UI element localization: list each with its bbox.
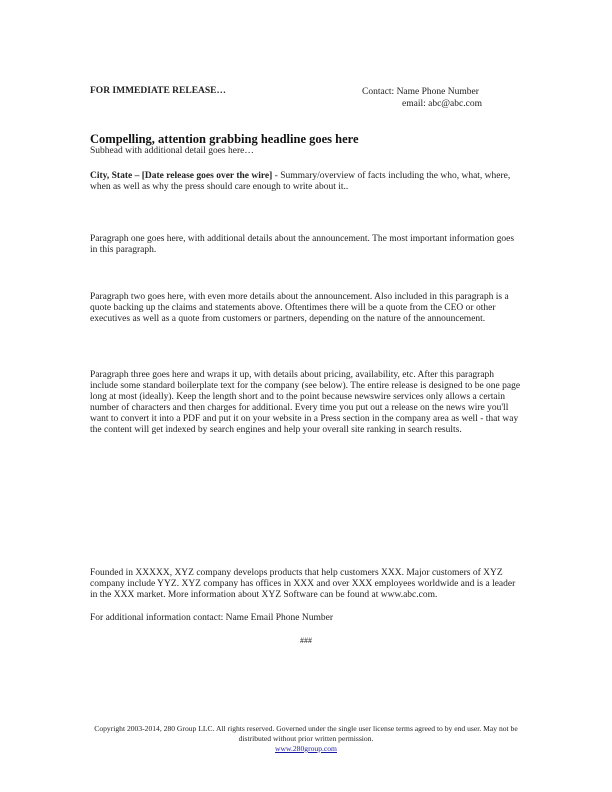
footer (86, 724, 526, 754)
dateline-paragraph (90, 171, 522, 193)
dateline-location: City, State – [Date release goes over the wire] (90, 171, 273, 181)
contact-block (362, 86, 522, 110)
end-mark: ### (300, 636, 312, 645)
contact-name-phone: Contact: Name Phone Number (362, 87, 479, 97)
footer-link[interactable]: www.280group.com (275, 744, 337, 753)
boilerplate-paragraph: Founded in XXXXX, XYZ company develops products that help customers XXX. Major customers of XYZ company include YYZ. XYZ company has offices in XXX and over XXX employees worldwide and is a leader in the XXX market. More information about XYZ Software can be found at www.abc.com. (90, 568, 516, 600)
contact-email: email: abc@abc.com (402, 99, 482, 109)
dateline-summary: - Summary/overview of facts including the who, what, where, when as well as why the press should care enough to write about it.. (90, 171, 511, 192)
additional-contact: For additional information contact: Name Email Phone Number (90, 613, 333, 623)
release-label: FOR IMMEDIATE RELEASE… (90, 86, 227, 96)
paragraph-two: Paragraph two goes here, with even more details about the announcement. Also included in this paragraph is a quote backing up the claims and statements above. Oftentimes there will be a quote from the CEO or other executives as well as a quote from customers or partners, depending on the nature of the announcement. (90, 292, 509, 324)
subhead: Subhead with additional detail goes here… (90, 146, 254, 156)
headline: Compelling, attention grabbing headline goes here (90, 132, 359, 146)
footer-copyright: Copyright 2003-2014, 280 Group LLC. All rights reserved. Governed under the single user license terms agreed to by end user. May not be distributed without prior written permission. (94, 724, 518, 743)
paragraph-one: Paragraph one goes here, with additional details about the announcement. The most important information goes in this paragraph. (90, 234, 515, 255)
paragraph-three: Paragraph three goes here and wraps it up, with details about pricing, availability, etc. After this paragraph include some standard boilerplate text for the company (see below). The entire release is designed to be one page long at most (ideally). Keep the length short and to the point because newswire services only allows a certain number of characters and then charges for additional. Every time you put out a release on the news wire you'll want to convert it into a PDF and put it on your website in a Press section in the company area as well - that way the content will get indexed by search engines and help your overall site ranking in search results. (90, 370, 521, 435)
